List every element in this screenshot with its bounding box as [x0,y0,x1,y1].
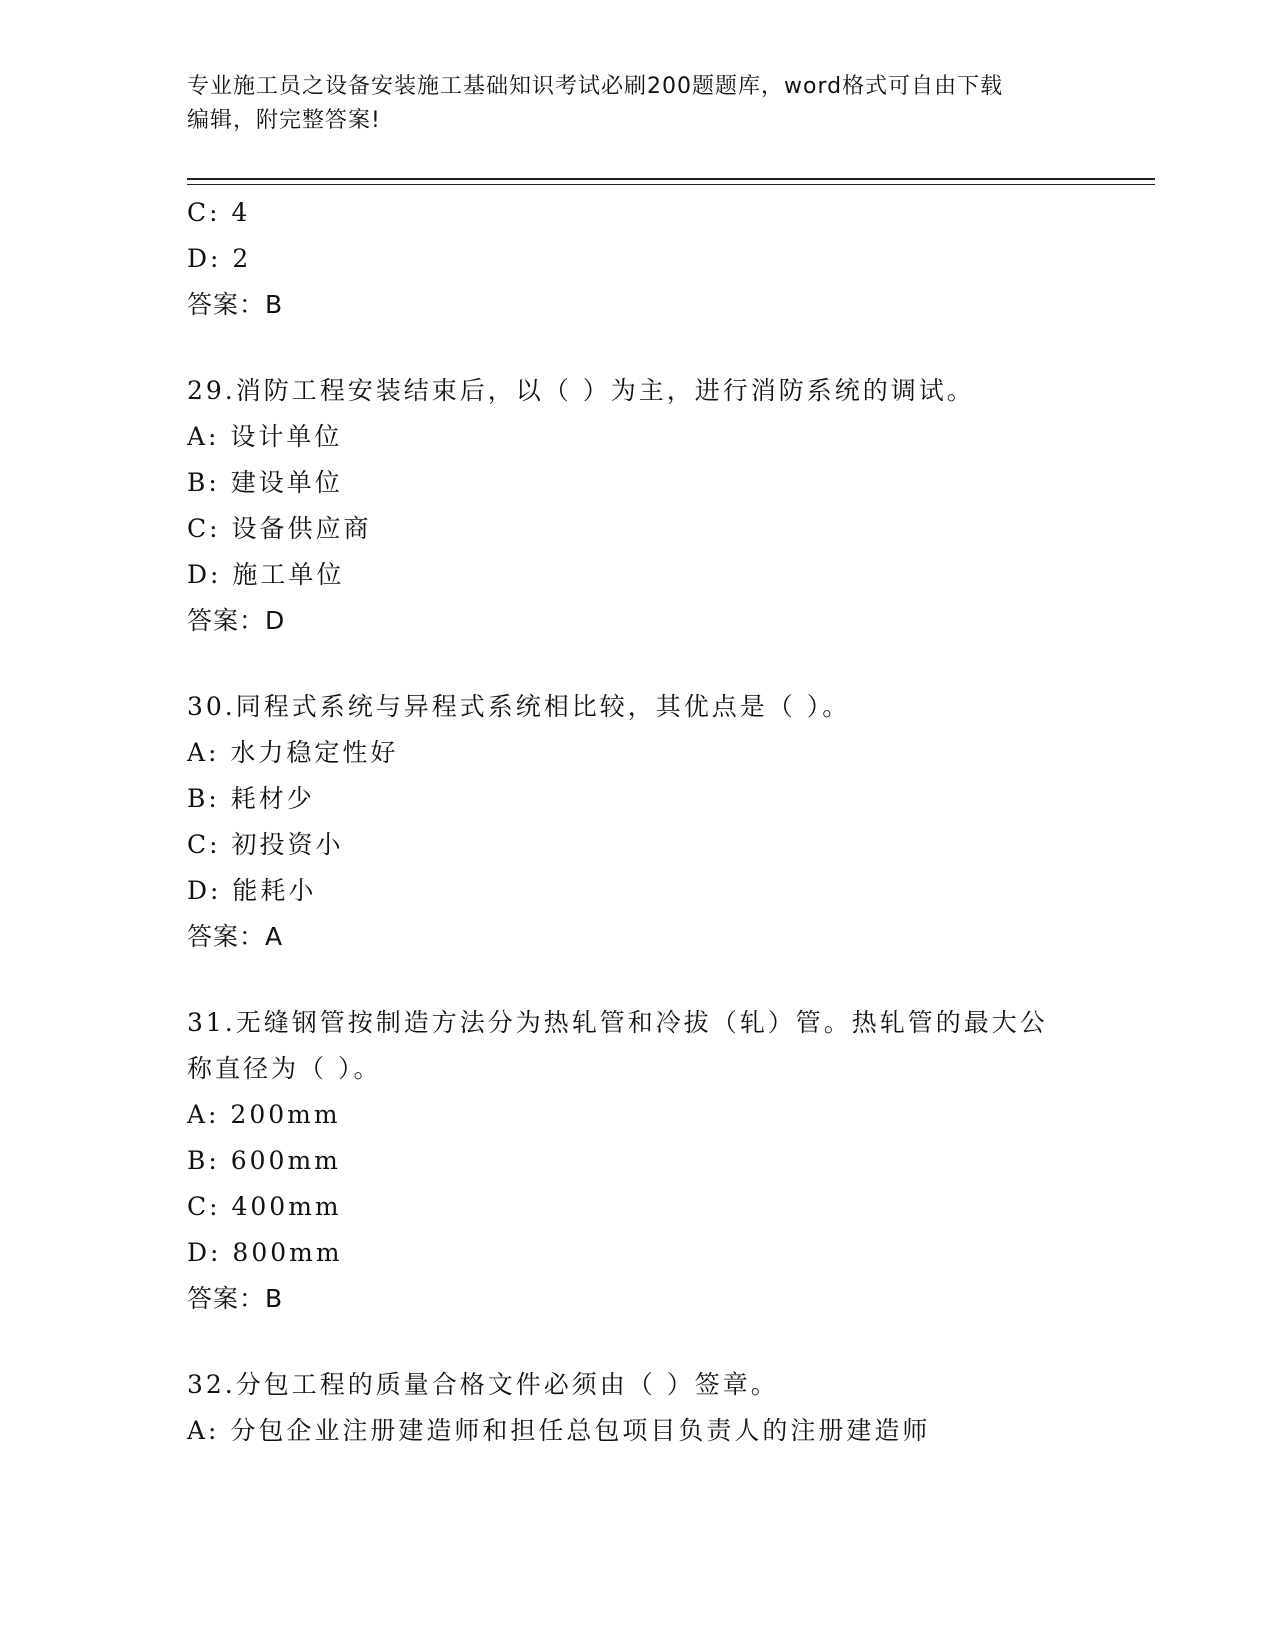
question-32 [187,1362,1087,1454]
option-c: C: 初投资小 [187,830,344,859]
header-title-line-1: 专业施工员之设备安装施工基础知识考试必刷200题题库，word格式可自由下载 [187,74,1004,99]
option-b: B: 建设单位 [187,468,343,497]
document-header [187,70,1087,138]
answer-line: 答案：B [187,1284,284,1313]
question-text: 32.分包工程的质量合格文件必须由（ ）签章。 [187,1370,779,1399]
question-text-line-2: 称直径为（ ）。 [187,1054,382,1083]
question-list [187,190,1087,1454]
option-a: A: 200mm [187,1100,341,1129]
question-text: 30.同程式系统与异程式系统相比较，其优点是（ ）。 [187,692,851,721]
previous-question-tail [187,190,1087,328]
question-29 [187,368,1087,644]
answer-line: 答案：D [187,606,286,635]
option-d: D: 施工单位 [187,560,345,589]
option-a: A: 分包企业注册建造师和担任总包项目负责人的注册建造师 [187,1416,931,1445]
option-a: A: 设计单位 [187,422,343,451]
question-text: 29.消防工程安装结束后，以（ ）为主，进行消防系统的调试。 [187,376,975,405]
option-a: A: 水力稳定性好 [187,738,399,767]
question-text-line-1: 31.无缝钢管按制造方法分为热轧管和冷拔（轧）管。热轧管的最大公 [187,1008,1048,1037]
header-divider [187,178,1155,185]
option-c: C: 4 [187,198,251,227]
option-b: B: 600mm [187,1146,341,1175]
question-30 [187,684,1087,960]
option-b: B: 耗材少 [187,784,315,813]
option-c: C: 设备供应商 [187,514,372,543]
answer-line: 答案：B [187,290,284,319]
option-d: D: 2 [187,244,252,273]
option-c: C: 400mm [187,1192,342,1221]
header-title-line-2: 编辑，附完整答案! [187,108,381,133]
option-d: D: 能耗小 [187,876,317,905]
answer-line: 答案：A [187,922,284,951]
option-d: D: 800mm [187,1238,343,1267]
question-31 [187,1000,1087,1322]
